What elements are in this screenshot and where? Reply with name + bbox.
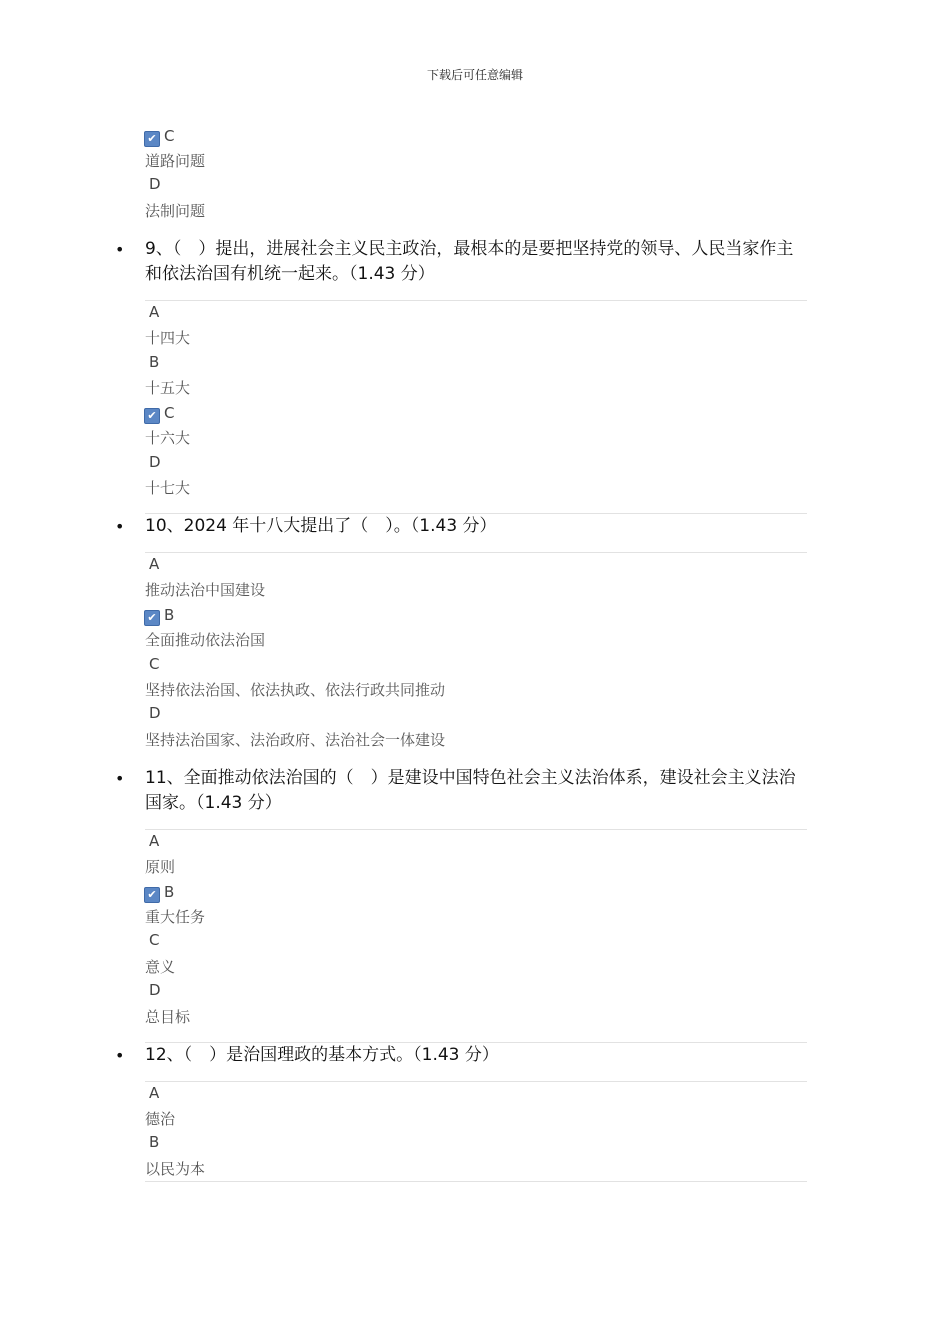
option-letter: D — [149, 453, 161, 471]
option-letter: C — [149, 931, 160, 949]
option-a[interactable] — [147, 1083, 159, 1103]
question-text: 9、（ ）提出，进展社会主义民主政治，最根本的是要把坚持党的领导、人民当家作主和依法治国有机统一起来。（1.43 分） — [145, 239, 794, 284]
option-d-prev[interactable] — [147, 174, 161, 194]
option-c[interactable] — [147, 930, 159, 950]
option-letter: A — [149, 1084, 160, 1102]
question-text: 12、（ ）是治国理政的基本方式。（1.43 分） — [145, 1045, 499, 1065]
bullet-icon: • — [115, 517, 125, 536]
bullet-icon: • — [115, 769, 125, 788]
option-text: 以民为本 — [145, 1160, 206, 1178]
divider — [145, 829, 807, 830]
page-header: 下载后可任意编辑 — [426, 68, 523, 82]
option-d[interactable] — [147, 980, 161, 1000]
option-c-prev[interactable] — [147, 126, 174, 146]
option-d[interactable] — [147, 703, 161, 723]
option-letter: D — [149, 981, 161, 999]
option-letter: C — [149, 655, 160, 673]
option-text: 坚持依法治国、依法执政、依法行政共同推动 — [145, 681, 446, 699]
option-b[interactable] — [147, 352, 159, 372]
question-text: 10、2024 年十八大提出了（ ）。（1.43 分） — [145, 516, 497, 536]
option-text: 十六大 — [145, 429, 191, 447]
option-text: 法制问题 — [145, 202, 206, 220]
option-letter: A — [149, 303, 160, 321]
checked-checkbox-icon[interactable]: ✔ — [144, 610, 160, 626]
option-text: 意义 — [145, 958, 176, 976]
divider — [145, 552, 807, 553]
option-c[interactable] — [147, 403, 174, 423]
option-text: 十四大 — [145, 329, 191, 347]
option-letter: D — [149, 175, 161, 193]
option-text: 原则 — [145, 858, 176, 876]
divider — [145, 1181, 807, 1182]
bullet-icon: • — [115, 240, 125, 259]
option-letter: A — [149, 832, 160, 850]
option-text: 德治 — [145, 1110, 176, 1128]
option-text: 十五大 — [145, 379, 191, 397]
option-letter: B — [164, 883, 175, 901]
option-letter: C — [164, 127, 175, 145]
option-letter: D — [149, 704, 161, 722]
option-text: 道路问题 — [145, 152, 206, 170]
divider — [145, 300, 807, 301]
checked-checkbox-icon[interactable]: ✔ — [144, 408, 160, 424]
option-text: 重大任务 — [145, 908, 206, 926]
option-c[interactable] — [147, 654, 159, 674]
question-text: 11、全面推动依法治国的（ ）是建设中国特色社会主义法治体系，建设社会主义法治国家。（1.43 分） — [145, 768, 796, 813]
option-text: 坚持法治国家、法治政府、法治社会一体建设 — [145, 731, 446, 749]
option-text: 全面推动依法治国 — [145, 631, 266, 649]
option-letter: B — [149, 1133, 160, 1151]
option-b[interactable] — [147, 1132, 159, 1152]
option-text: 总目标 — [145, 1008, 191, 1026]
bullet-icon: • — [115, 1046, 125, 1065]
option-letter: C — [164, 404, 175, 422]
option-a[interactable] — [147, 302, 159, 322]
option-b[interactable] — [147, 605, 174, 625]
option-letter: B — [149, 353, 160, 371]
option-letter: B — [164, 606, 175, 624]
option-letter: A — [149, 555, 160, 573]
divider — [145, 1081, 807, 1082]
option-text: 推动法治中国建设 — [145, 581, 266, 599]
option-b[interactable] — [147, 882, 174, 902]
checked-checkbox-icon[interactable]: ✔ — [144, 887, 160, 903]
checked-checkbox-icon[interactable]: ✔ — [144, 131, 160, 147]
option-a[interactable] — [147, 554, 159, 574]
option-text: 十七大 — [145, 479, 191, 497]
option-a[interactable] — [147, 831, 159, 851]
option-d[interactable] — [147, 452, 161, 472]
